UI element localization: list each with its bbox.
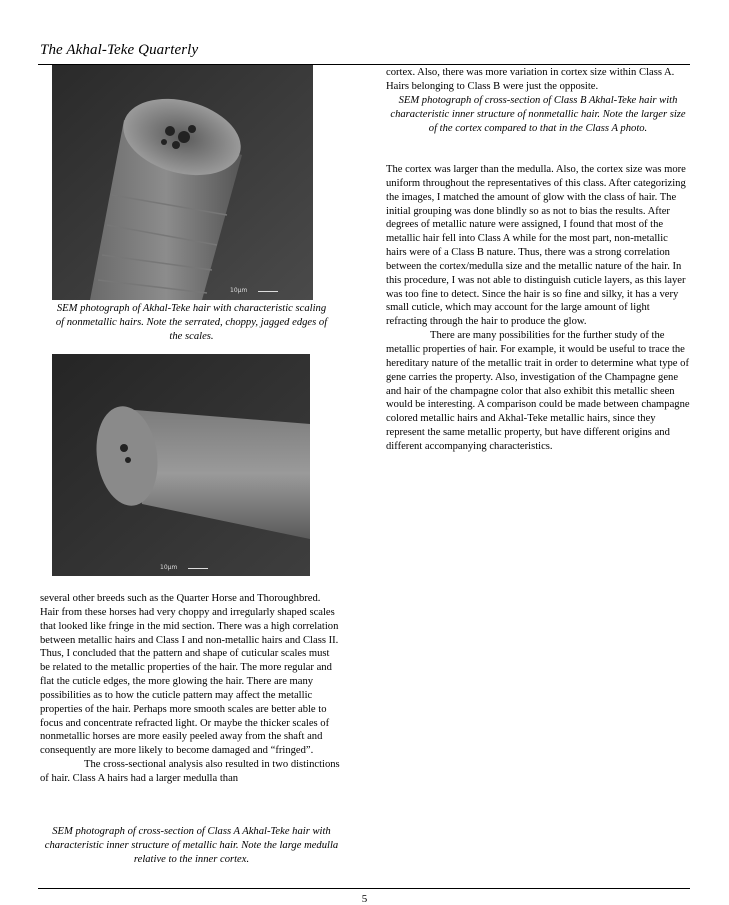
scale-bar-label: 10µm [230, 287, 248, 294]
body-paragraph: The cortex was larger than the medulla. Also, the cortex size was more uniform throughout the representatives of this class. After categorizing the images, I matched the amount of glow with the class of hair. The initial grouping was done blindly so as not to bias the results. After degrees of metallic nature were assigned, I found that most of the metallic hair fell into Class A while for the most part, non-metallic hairs were of a Class B nature. Thus, there was a strong correlation between the cortex/medulla size and the metallic nature of the hair. In this procedure, I was not able to distinguish cuticle layers, as this layer was too fine to detect. Since the hair is so fine and silky, it has a very small cuticle, which may account for the large amount of light refracting through the hair to produce the glow. [386, 164, 686, 328]
figure-caption-class-b: SEM photograph of cross-section of Class B Akhal-Teke hair with characteristic inner structure of nonmetallic hair. Note the larger size of the cortex compared to that in the Class A photo. [390, 95, 686, 135]
sem-photo-scaling [52, 65, 313, 300]
footer-rule [38, 888, 690, 889]
right-column-text [386, 163, 690, 454]
left-column-text [40, 592, 340, 786]
scale-bar-label: 10µm [160, 564, 178, 571]
publication-title: The Akhal-Teke Quarterly [40, 42, 199, 58]
sem-photo-cross-section [52, 354, 310, 576]
body-paragraph: cortex. Also, there was more variation in cortex size within Class A. Hairs belonging to Class B were just the opposite. [386, 67, 675, 92]
body-paragraph: The cross-sectional analysis also resulted in two distinctions of hair. Class A hairs had a larger medulla than [40, 759, 340, 784]
scale-bar [258, 291, 278, 292]
body-paragraph: There are many possibilities for the further study of the metallic properties of hair. For example, it would be useful to trace the hereditary nature of the metallic trait in order to determine what type of gene carries the property. Also, investigation of the Champagne gene and hair of the champagne color that also exhibit this metallic sheen would be interesting. A comparison could be made between champagne colored metallic hairs and Akhal-Teke metallic hairs, since they represent the same metallic property, but have different origins and different accompanying characteristics. [386, 330, 690, 452]
body-paragraph: several other breeds such as the Quarter Horse and Thoroughbred. Hair from these horses had very choppy and irregularly shaped scales that looked like fringe in the mid section. There was a high correlation between metallic hairs and Class I and non-metallic hairs and Class II. Thus, I concluded that the pattern and shape of cuticular scales must be related to the metallic properties of the hair. The more regular and flat the cuticle edges, the more glowing the hair. There are many possibilities as to how the cuticle pattern may affect the metallic properties of the hair. Perhaps more smooth scales are better able to focus and concentrate refracted light. Or maybe the thicker scales of nonmetallic horses are more easily peeled away from the shaft and consequently are more likely to become damaged and “fringed”. [40, 593, 339, 757]
right-column-text-top [386, 66, 690, 94]
scale-bar [188, 568, 208, 569]
page-number: 5 [361, 893, 368, 905]
figure-caption-scaling: SEM photograph of Akhal-Teke hair with characteristic scaling of nonmetallic hairs. Note the serrated, choppy, jagged edges of the scales. [55, 303, 328, 343]
figure-caption-class-a: SEM photograph of cross-section of Class A Akhal-Teke hair with characteristic inner structure of metallic hair. Note the large medulla relative to the inner cortex. [44, 826, 339, 866]
